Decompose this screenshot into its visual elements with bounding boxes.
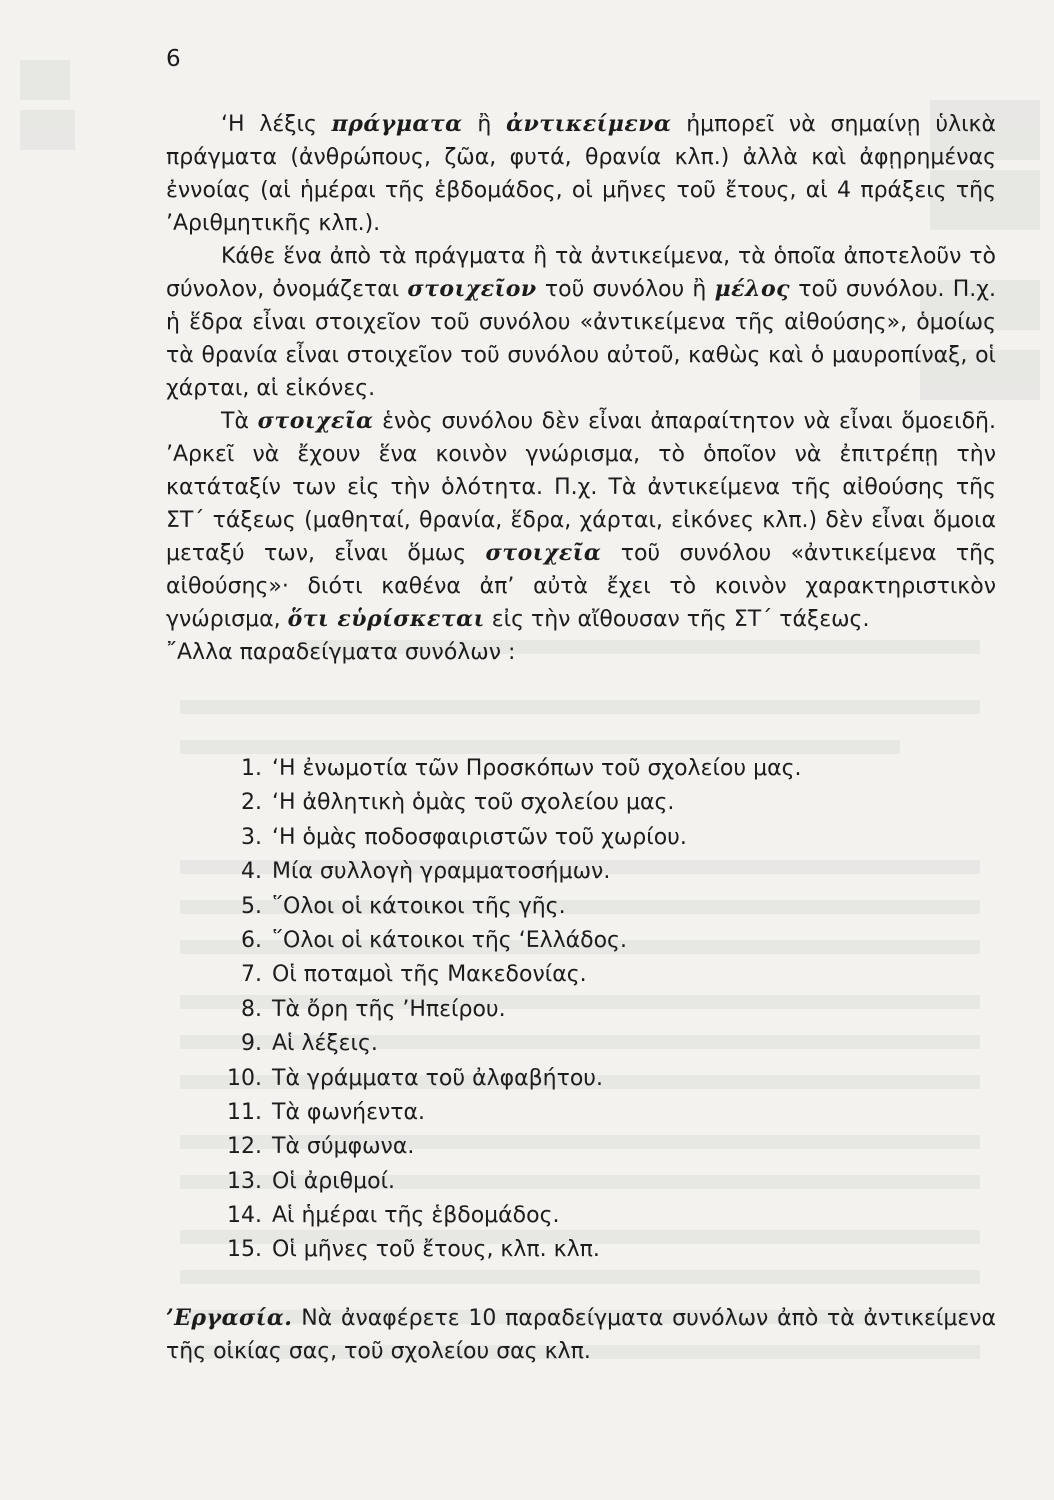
list-item-number: 10. xyxy=(227,1065,262,1091)
list-item xyxy=(210,1062,802,1096)
list-item-number: 5. xyxy=(241,893,262,919)
term-antikeimena: ἀντικείμενα xyxy=(506,111,672,137)
list-item-text: ‘Η ὁμὰς ποδοσφαιριστῶν τοῦ χωρίου. xyxy=(272,824,687,850)
term-stoixeia: στοιχεῖα xyxy=(257,408,374,434)
paragraph-1 xyxy=(166,108,996,240)
list-item-text: Οἱ ἀριθμοί. xyxy=(272,1168,396,1194)
list-item-number: 6. xyxy=(241,927,262,953)
examples-intro: ῎Αλλα παραδείγματα συνόλων : xyxy=(166,640,516,665)
exercise-label: ’Εργασία. xyxy=(166,1305,293,1331)
body-text xyxy=(166,108,996,669)
exercise-text: Νὰ ἀναφέρετε 10 παραδείγματα συνόλων ἀπὸ τὰ ἀντικείμενα τῆς οἰκίας σας, τοῦ σχολείου σας κλπ. xyxy=(166,1306,996,1364)
list-item-number: 8. xyxy=(241,996,262,1022)
p3-text-a: Τὰ xyxy=(221,409,258,434)
list-item-number: 14. xyxy=(227,1203,262,1229)
exercise-paragraph xyxy=(166,1302,996,1368)
list-item-number: 2. xyxy=(241,790,262,816)
list-item xyxy=(210,1233,802,1267)
paragraph-2 xyxy=(166,240,996,405)
term-oti-evrisketai: ὅτι εὑρίσκεται xyxy=(287,606,485,632)
list-item-number: 15. xyxy=(227,1237,262,1263)
list-item-text: Αἱ λέξεις. xyxy=(272,1031,378,1057)
p2-text-a: Κάθε ἕνα ἀπὸ τὰ πράγματα ἢ τὰ ἀντικείμενα, τὰ ὁποῖα ἀποτελοῦν τὸ σύνολον, ὀνομάζεται xyxy=(166,244,996,302)
list-item-text: Οἱ ποταμοὶ τῆς Μακεδονίας. xyxy=(272,962,587,988)
list-item-number: 13. xyxy=(227,1168,262,1194)
list-item xyxy=(210,752,802,786)
list-item xyxy=(210,1096,802,1130)
list-item-number: 3. xyxy=(241,824,262,850)
list-item xyxy=(210,890,802,924)
list-item xyxy=(210,1027,802,1061)
list-item-number: 12. xyxy=(227,1134,262,1160)
list-item-text: Μία συλλογὴ γραμματοσήμων. xyxy=(272,859,611,885)
p1-text-a: ‘Η λέξις xyxy=(221,112,332,137)
term-stoixeion: στοιχεῖον xyxy=(407,276,537,302)
p2-text-d: τοῦ συνόλου. Π.χ. ἡ ἕδρα εἶναι στοιχεῖον τοῦ συνόλου «ἀντικείμενα τῆς αἰθούσης», ὁμοίως τὰ θρανία εἶναι στοιχεῖον τοῦ συνόλου αὐτοῦ, καθὼς καὶ ὁ μαυροπίναξ, οἱ χάρται, αἱ εἰκόνες. xyxy=(166,277,996,401)
term-stoixeia-2: στοιχεῖα xyxy=(485,540,602,566)
list-item xyxy=(210,855,802,889)
list-item-text: Αἱ ἡμέραι τῆς ἑβδομάδος. xyxy=(272,1203,560,1229)
list-item-text: Τὰ φωνήεντα. xyxy=(272,1099,426,1125)
list-item-text: Οἱ μῆνες τοῦ ἔτους, κλπ. κλπ. xyxy=(272,1237,600,1263)
list-item-text: Τὰ γράμματα τοῦ ἀλφαβήτου. xyxy=(272,1065,604,1091)
list-item xyxy=(210,786,802,820)
list-item-text: ‘Η ἀθλητικὴ ὁμὰς τοῦ σχολείου μας. xyxy=(272,790,675,816)
list-item-text: Τὰ σύμφωνα. xyxy=(272,1134,415,1160)
list-item-text: ῞Ολοι οἱ κάτοικοι τῆς γῆς. xyxy=(272,893,566,919)
list-item xyxy=(210,958,802,992)
examples-list xyxy=(210,752,802,1268)
list-item xyxy=(210,993,802,1027)
p3-text-e: εἰς τὴν αἴθουσαν τῆς ΣΤ΄ τάξεως. xyxy=(484,607,870,632)
term-melos: μέλος xyxy=(714,276,791,302)
list-item xyxy=(210,924,802,958)
p1-text-c: ἢ xyxy=(462,112,507,137)
p1-text-d: ἠμπορεῖ νὰ σημαίνῃ ὑλικὰ πράγματα (ἀνθρώπους, ζῶα, φυτά, θρανία κλπ.) ἀλλὰ καὶ ἀφῃρημένας ἐννοίας (αἱ ἡμέραι τῆς ἑβδομάδος, οἱ μῆνες τοῦ ἔτους, αἱ 4 πράξεις τῆς ’Αριθμητικῆς κλπ.). xyxy=(166,112,996,236)
term-pragmata: πράγματα xyxy=(331,111,463,137)
list-item-text: ‘Η ἐνωμοτία τῶν Προσκόπων τοῦ σχολείου μας. xyxy=(272,756,802,781)
list-item xyxy=(210,1199,802,1233)
list-item-number: 7. xyxy=(241,962,262,988)
list-item-text: Τὰ ὄρη τῆς ’Ηπείρου. xyxy=(272,996,506,1022)
list-item-text: ῞Ολοι οἱ κάτοικοι τῆς ‘Ελλάδος. xyxy=(272,927,627,953)
paragraph-3 xyxy=(166,405,996,636)
list-item-number: 1. xyxy=(241,756,262,781)
p3-text-c: ἑνὸς συνόλου δὲν εἶναι ἀπαραίτητον νὰ εἶναι ὅμοειδῆ. ’Αρκεῖ νὰ ἔχουν ἕνα κοινὸν γνώρισμα, τὸ ὁποῖον νὰ ἐπιτρέπῃ τὴν κατάταξίν των εἰς τὴν ὁλότητα. Π.χ. Τὰ ἀντικείμενα τῆς αἰθούσης τῆς ΣΤ΄ τάξεως (μαθηταί, θρανία, ἕδρα, χάρται, εἰκόνες κλπ.) δὲν εἶναι ὅμοια μεταξύ των, εἶναι ὅμως xyxy=(166,409,996,566)
page-number: 6 xyxy=(166,46,181,72)
p2-text-c: τοῦ συνόλου ἢ xyxy=(536,277,715,302)
list-item-number: 11. xyxy=(227,1099,262,1125)
exercise-section xyxy=(166,1302,996,1368)
list-item-number: 9. xyxy=(241,1031,262,1057)
p3-text-d: τοῦ συνόλου «ἀντικείμενα τῆς αἰθούσης»· διότι καθένα ἀπ’ αὐτὰ ἔχει τὸ κοινὸν χαρακτηριστικὸν γνώρισμα, xyxy=(166,541,996,632)
list-item xyxy=(210,1130,802,1164)
list-item xyxy=(210,821,802,855)
list-item xyxy=(210,1165,802,1199)
list-item-number: 4. xyxy=(241,859,262,885)
